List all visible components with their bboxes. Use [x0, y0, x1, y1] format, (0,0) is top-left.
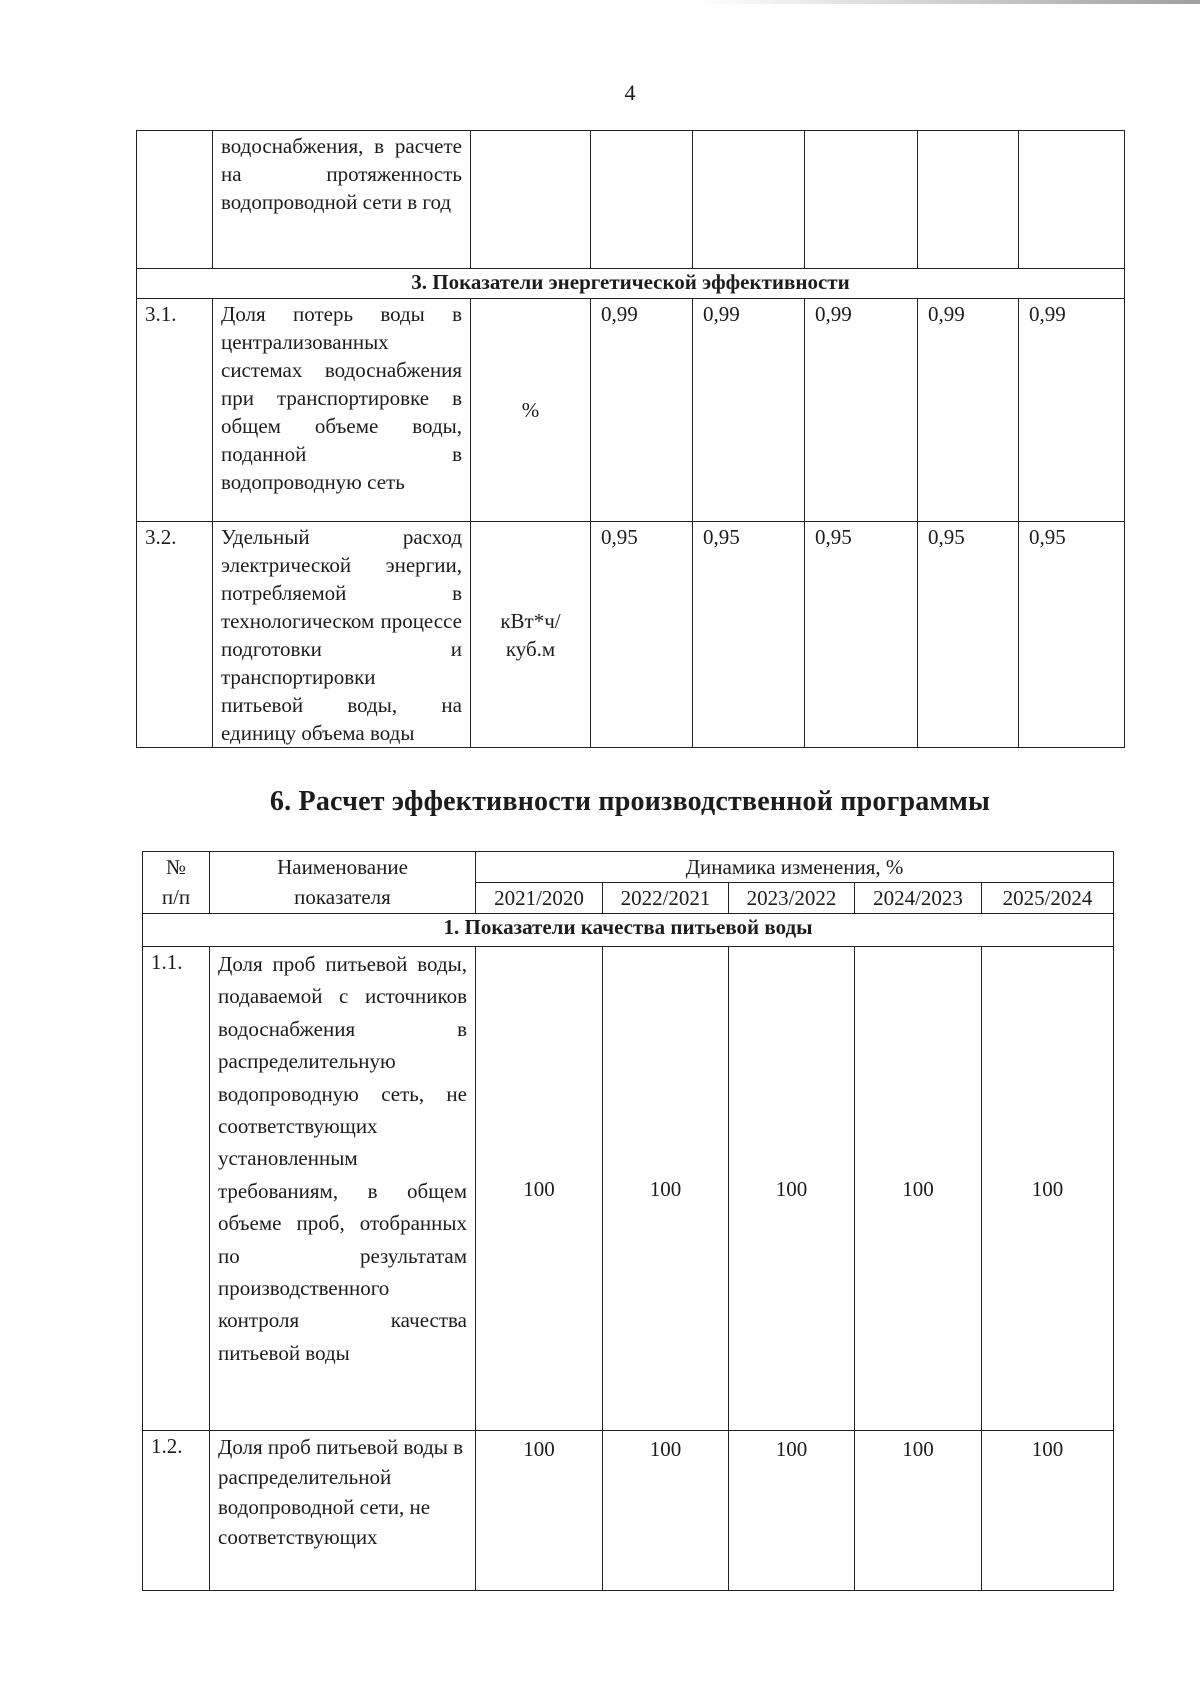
- row-number: 3.1.: [137, 299, 213, 522]
- header-dynamics: Динамика изменения, %: [476, 852, 1114, 883]
- section-row: [137, 269, 1125, 299]
- row-number: 3.2.: [137, 522, 213, 748]
- section-title: 1. Показатели качества питьевой воды: [143, 914, 1114, 947]
- header-name-cell: [210, 852, 476, 914]
- value-cell: 100: [603, 947, 729, 1431]
- indicator-name: Доля проб питьевой воды в распределительной водопроводной сети, не соответствующих: [210, 1431, 476, 1591]
- header-name-top: Наименование: [277, 855, 408, 879]
- value-cell: 100: [603, 1431, 729, 1591]
- header-num-top: №: [165, 855, 187, 879]
- unit-cell: %: [471, 299, 591, 522]
- page-number: 4: [624, 80, 636, 105]
- value-cell: 0,95: [1019, 522, 1125, 748]
- row-number: 1.2.: [143, 1431, 210, 1591]
- header-row: [143, 852, 1114, 883]
- value-cell: 100: [855, 947, 982, 1431]
- value-cell: 0,95: [918, 522, 1019, 748]
- unit-cell: кВт*ч/ куб.м: [471, 522, 591, 748]
- value-cell: 100: [982, 1431, 1114, 1591]
- year-header: 2022/2021: [603, 883, 729, 914]
- value-cell: 0,99: [805, 299, 918, 522]
- table-row: [137, 131, 1125, 269]
- value-cell: 100: [476, 947, 603, 1431]
- section-title: 3. Показатели энергетической эффективности: [137, 269, 1125, 299]
- value-cell: 0,99: [1019, 299, 1125, 522]
- header-name-bottom: показателя: [294, 885, 391, 909]
- indicator-name: водоснабжения, в расчете на протяженность водопроводной сети в год: [213, 131, 471, 269]
- table-row: [143, 1431, 1114, 1591]
- header-num-cell: [143, 852, 210, 914]
- section-row: [143, 914, 1114, 947]
- table-cell: [137, 131, 213, 269]
- indicator-name: Доля проб питьевой воды, подаваемой с источников водоснабжения в распределительную водопроводную сеть, не соответствующих установленным требованиям, в общем объеме проб, отобранных по результатам производственного контроля качества питьевой воды: [210, 947, 476, 1431]
- row-number: 1.1.: [143, 947, 210, 1431]
- indicators-table-continued: [136, 130, 1125, 748]
- year-header: 2025/2024: [982, 883, 1114, 914]
- value-cell: 100: [729, 1431, 855, 1591]
- year-header: 2021/2020: [476, 883, 603, 914]
- value-cell: 0,95: [805, 522, 918, 748]
- efficiency-table: [142, 851, 1114, 1591]
- indicator-name: Удельный расход электрической энергии, потребляемой в технологическом процессе подготовки и транспортировки питьевой воды, на единицу объема воды: [213, 522, 471, 748]
- value-cell: 100: [982, 947, 1114, 1431]
- table-row: [137, 299, 1125, 522]
- value-cell: 0,99: [918, 299, 1019, 522]
- value-cell: 100: [476, 1431, 603, 1591]
- indicator-name: Доля потерь воды в централизованных системах водоснабжения при транспортировке в общем объеме воды, поданной в водопроводную сеть: [213, 299, 471, 522]
- year-header: 2024/2023: [855, 883, 982, 914]
- value-cell: 100: [729, 947, 855, 1431]
- table-row: [143, 947, 1114, 1431]
- table-row: [137, 522, 1125, 748]
- scan-edge-mark: [700, 0, 1200, 4]
- header-num-bottom: п/п: [161, 885, 191, 909]
- value-cell: 0,95: [693, 522, 805, 748]
- section-heading: 6. Расчет эффективности производственной программы: [269, 786, 991, 817]
- year-header: 2023/2022: [729, 883, 855, 914]
- value-cell: 0,95: [591, 522, 693, 748]
- value-cell: 0,99: [591, 299, 693, 522]
- value-cell: 0,99: [693, 299, 805, 522]
- value-cell: 100: [855, 1431, 982, 1591]
